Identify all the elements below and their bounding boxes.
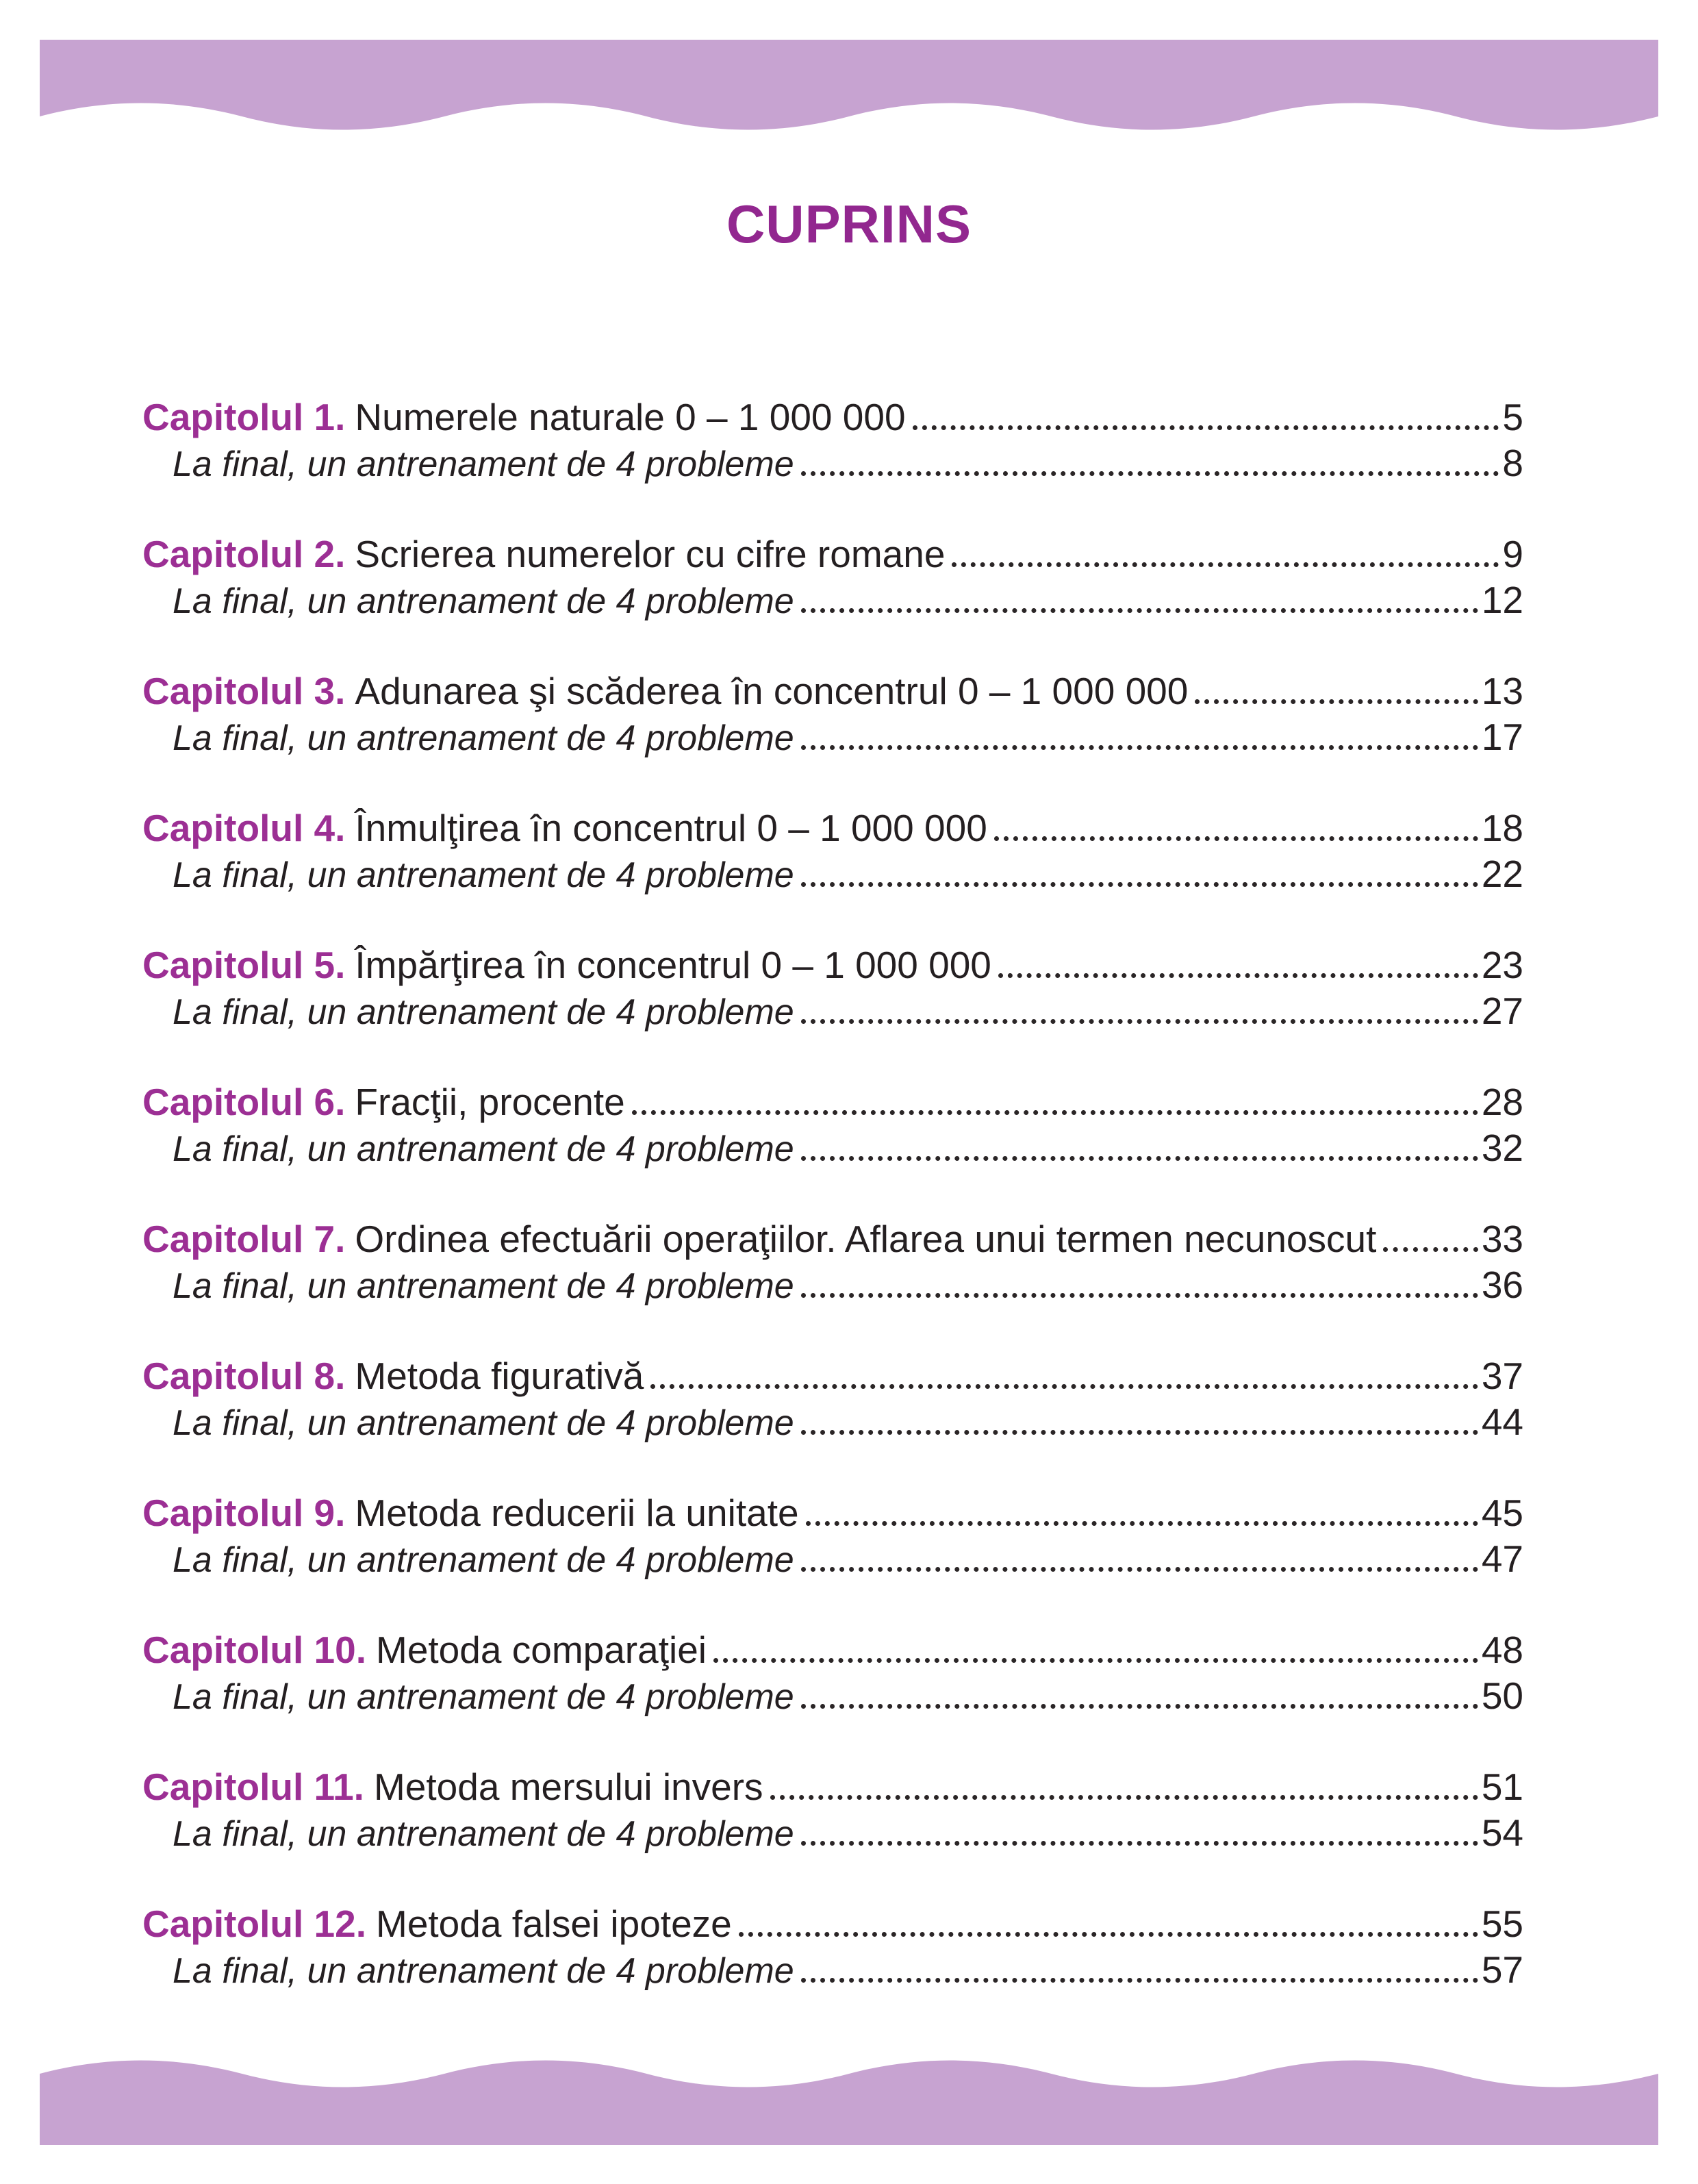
dot-leader	[801, 1704, 1478, 1709]
subentry-title: La final, un antrenament de 4 probleme	[173, 718, 794, 758]
dot-leader	[650, 1384, 1478, 1389]
page-number: 47	[1481, 1537, 1523, 1580]
chapter-label: Capitolul 2.	[142, 533, 346, 575]
toc-chapter-row	[142, 943, 1523, 989]
toc-entry	[142, 395, 1523, 487]
chapter-title: Împărţirea în concentrul 0 – 1 000 000	[355, 944, 991, 986]
toc-sub-row	[142, 989, 1523, 1035]
chapter-title: Înmulţirea în concentrul 0 – 1 000 000	[355, 807, 987, 849]
subentry-title: La final, un antrenament de 4 probleme	[173, 1129, 794, 1169]
toc-sub-row	[142, 1537, 1523, 1583]
toc-chapter-row	[142, 532, 1523, 578]
toc-sub-row	[142, 1948, 1523, 1994]
page-number: 54	[1481, 1811, 1523, 1854]
chapter-label: Capitolul 9.	[142, 1492, 346, 1534]
page-number: 33	[1481, 1218, 1523, 1260]
page-number: 9	[1502, 533, 1523, 575]
chapter-label: Capitolul 5.	[142, 944, 346, 986]
chapter-title: Metoda falsei ipoteze	[376, 1903, 732, 1945]
chapter-title: Ordinea efectuării operaţiilor. Aflarea unui termen necunoscut	[355, 1218, 1377, 1260]
chapter-label: Capitolul 7.	[142, 1218, 346, 1260]
dot-leader	[739, 1932, 1478, 1937]
chapter-title: Metoda comparaţiei	[376, 1629, 707, 1671]
chapter-title: Fracţii, procente	[355, 1081, 625, 1123]
dot-leader	[801, 1841, 1478, 1846]
toc-sub-row	[142, 441, 1523, 487]
page-number: 22	[1481, 853, 1523, 895]
dot-leader	[994, 836, 1478, 841]
toc-entry	[142, 806, 1523, 898]
chapter-label: Capitolul 1.	[142, 396, 346, 438]
subentry-title: La final, un antrenament de 4 probleme	[173, 1540, 794, 1580]
dot-leader	[713, 1658, 1478, 1663]
toc-sub-row	[142, 715, 1523, 761]
dot-leader	[952, 562, 1499, 567]
subentry-title: La final, un antrenament de 4 probleme	[173, 1266, 794, 1306]
toc-chapter-row	[142, 806, 1523, 852]
chapter-title: Scrierea numerelor cu cifre romane	[355, 533, 946, 575]
chapter-title: Metoda figurativă	[355, 1355, 644, 1397]
chapter-title: Adunarea şi scăderea în concentrul 0 – 1 000 000	[355, 670, 1189, 712]
toc-sub-row	[142, 1811, 1523, 1857]
subentry-title: La final, un antrenament de 4 probleme	[173, 1677, 794, 1717]
dot-leader	[801, 882, 1478, 887]
page-number: 27	[1481, 990, 1523, 1032]
top-wave-band	[40, 40, 1658, 141]
bottom-wave-band	[40, 2056, 1658, 2145]
toc-entry	[142, 1902, 1523, 1994]
subentry-title: La final, un antrenament de 4 probleme	[173, 1403, 794, 1443]
page-number: 57	[1481, 1948, 1523, 1991]
dot-leader	[801, 1978, 1478, 1983]
toc-entry	[142, 669, 1523, 761]
toc-sub-row	[142, 852, 1523, 898]
page-number: 51	[1481, 1766, 1523, 1808]
dot-leader	[913, 425, 1499, 430]
dot-leader	[770, 1795, 1478, 1800]
chapter-label: Capitolul 12.	[142, 1903, 366, 1945]
toc-chapter-row	[142, 669, 1523, 715]
subentry-title: La final, un antrenament de 4 probleme	[173, 1951, 794, 1991]
toc-chapter-row	[142, 1491, 1523, 1537]
dot-leader	[806, 1521, 1478, 1526]
page-number: 12	[1481, 579, 1523, 621]
page-number: 45	[1481, 1492, 1523, 1534]
toc-entry	[142, 1765, 1523, 1857]
dot-leader	[801, 745, 1478, 750]
dot-leader	[801, 1019, 1478, 1024]
toc-chapter-row	[142, 1354, 1523, 1400]
dot-leader	[1383, 1247, 1478, 1252]
table-of-contents	[142, 395, 1523, 1994]
toc-chapter-row	[142, 1628, 1523, 1674]
toc-chapter-row	[142, 1902, 1523, 1948]
dot-leader	[801, 1430, 1478, 1435]
dot-leader	[801, 1156, 1478, 1161]
page-number: 28	[1481, 1081, 1523, 1123]
page-number: 23	[1481, 944, 1523, 986]
dot-leader	[801, 1567, 1478, 1572]
toc-entry	[142, 532, 1523, 624]
page-number: 37	[1481, 1355, 1523, 1397]
bottom-wave-shape	[40, 2056, 1658, 2145]
subentry-title: La final, un antrenament de 4 probleme	[173, 992, 794, 1032]
toc-sub-row	[142, 1400, 1523, 1446]
subentry-title: La final, un antrenament de 4 probleme	[173, 855, 794, 895]
page-title: CUPRINS	[726, 194, 972, 254]
chapter-label: Capitolul 10.	[142, 1629, 366, 1671]
page-number: 55	[1481, 1903, 1523, 1945]
page-number: 48	[1481, 1629, 1523, 1671]
toc-entry	[142, 1080, 1523, 1172]
toc-entry	[142, 1217, 1523, 1309]
toc-chapter-row	[142, 395, 1523, 441]
chapter-title: Metoda mersului invers	[373, 1766, 763, 1808]
dot-leader	[1195, 699, 1478, 704]
page-number: 13	[1481, 670, 1523, 712]
dot-leader	[632, 1110, 1478, 1115]
chapter-title: Metoda reducerii la unitate	[355, 1492, 799, 1534]
dot-leader	[998, 973, 1478, 978]
chapter-title: Numerele naturale 0 – 1 000 000	[355, 396, 906, 438]
dot-leader	[801, 471, 1499, 476]
chapter-label: Capitolul 8.	[142, 1355, 346, 1397]
toc-chapter-row	[142, 1765, 1523, 1811]
page-number: 5	[1502, 396, 1523, 438]
page-number: 50	[1481, 1674, 1523, 1717]
chapter-label: Capitolul 6.	[142, 1081, 346, 1123]
page-number: 36	[1481, 1264, 1523, 1306]
page-number: 18	[1481, 807, 1523, 849]
dot-leader	[801, 608, 1478, 613]
top-wave-shape	[40, 40, 1658, 141]
toc-entry	[142, 1628, 1523, 1720]
toc-entry	[142, 943, 1523, 1035]
page-number: 8	[1502, 442, 1523, 484]
page-number: 32	[1481, 1127, 1523, 1169]
subentry-title: La final, un antrenament de 4 probleme	[173, 1814, 794, 1854]
page-number: 17	[1481, 716, 1523, 758]
toc-sub-row	[142, 1263, 1523, 1309]
subentry-title: La final, un antrenament de 4 probleme	[173, 444, 794, 484]
dot-leader	[801, 1293, 1478, 1298]
page-number: 44	[1481, 1401, 1523, 1443]
toc-sub-row	[142, 1126, 1523, 1172]
toc-sub-row	[142, 578, 1523, 624]
toc-chapter-row	[142, 1080, 1523, 1126]
toc-entry	[142, 1491, 1523, 1583]
subentry-title: La final, un antrenament de 4 probleme	[173, 581, 794, 621]
chapter-label: Capitolul 3.	[142, 670, 346, 712]
toc-entry	[142, 1354, 1523, 1446]
toc-chapter-row	[142, 1217, 1523, 1263]
chapter-label: Capitolul 4.	[142, 807, 346, 849]
chapter-label: Capitolul 11.	[142, 1766, 364, 1808]
toc-sub-row	[142, 1674, 1523, 1720]
